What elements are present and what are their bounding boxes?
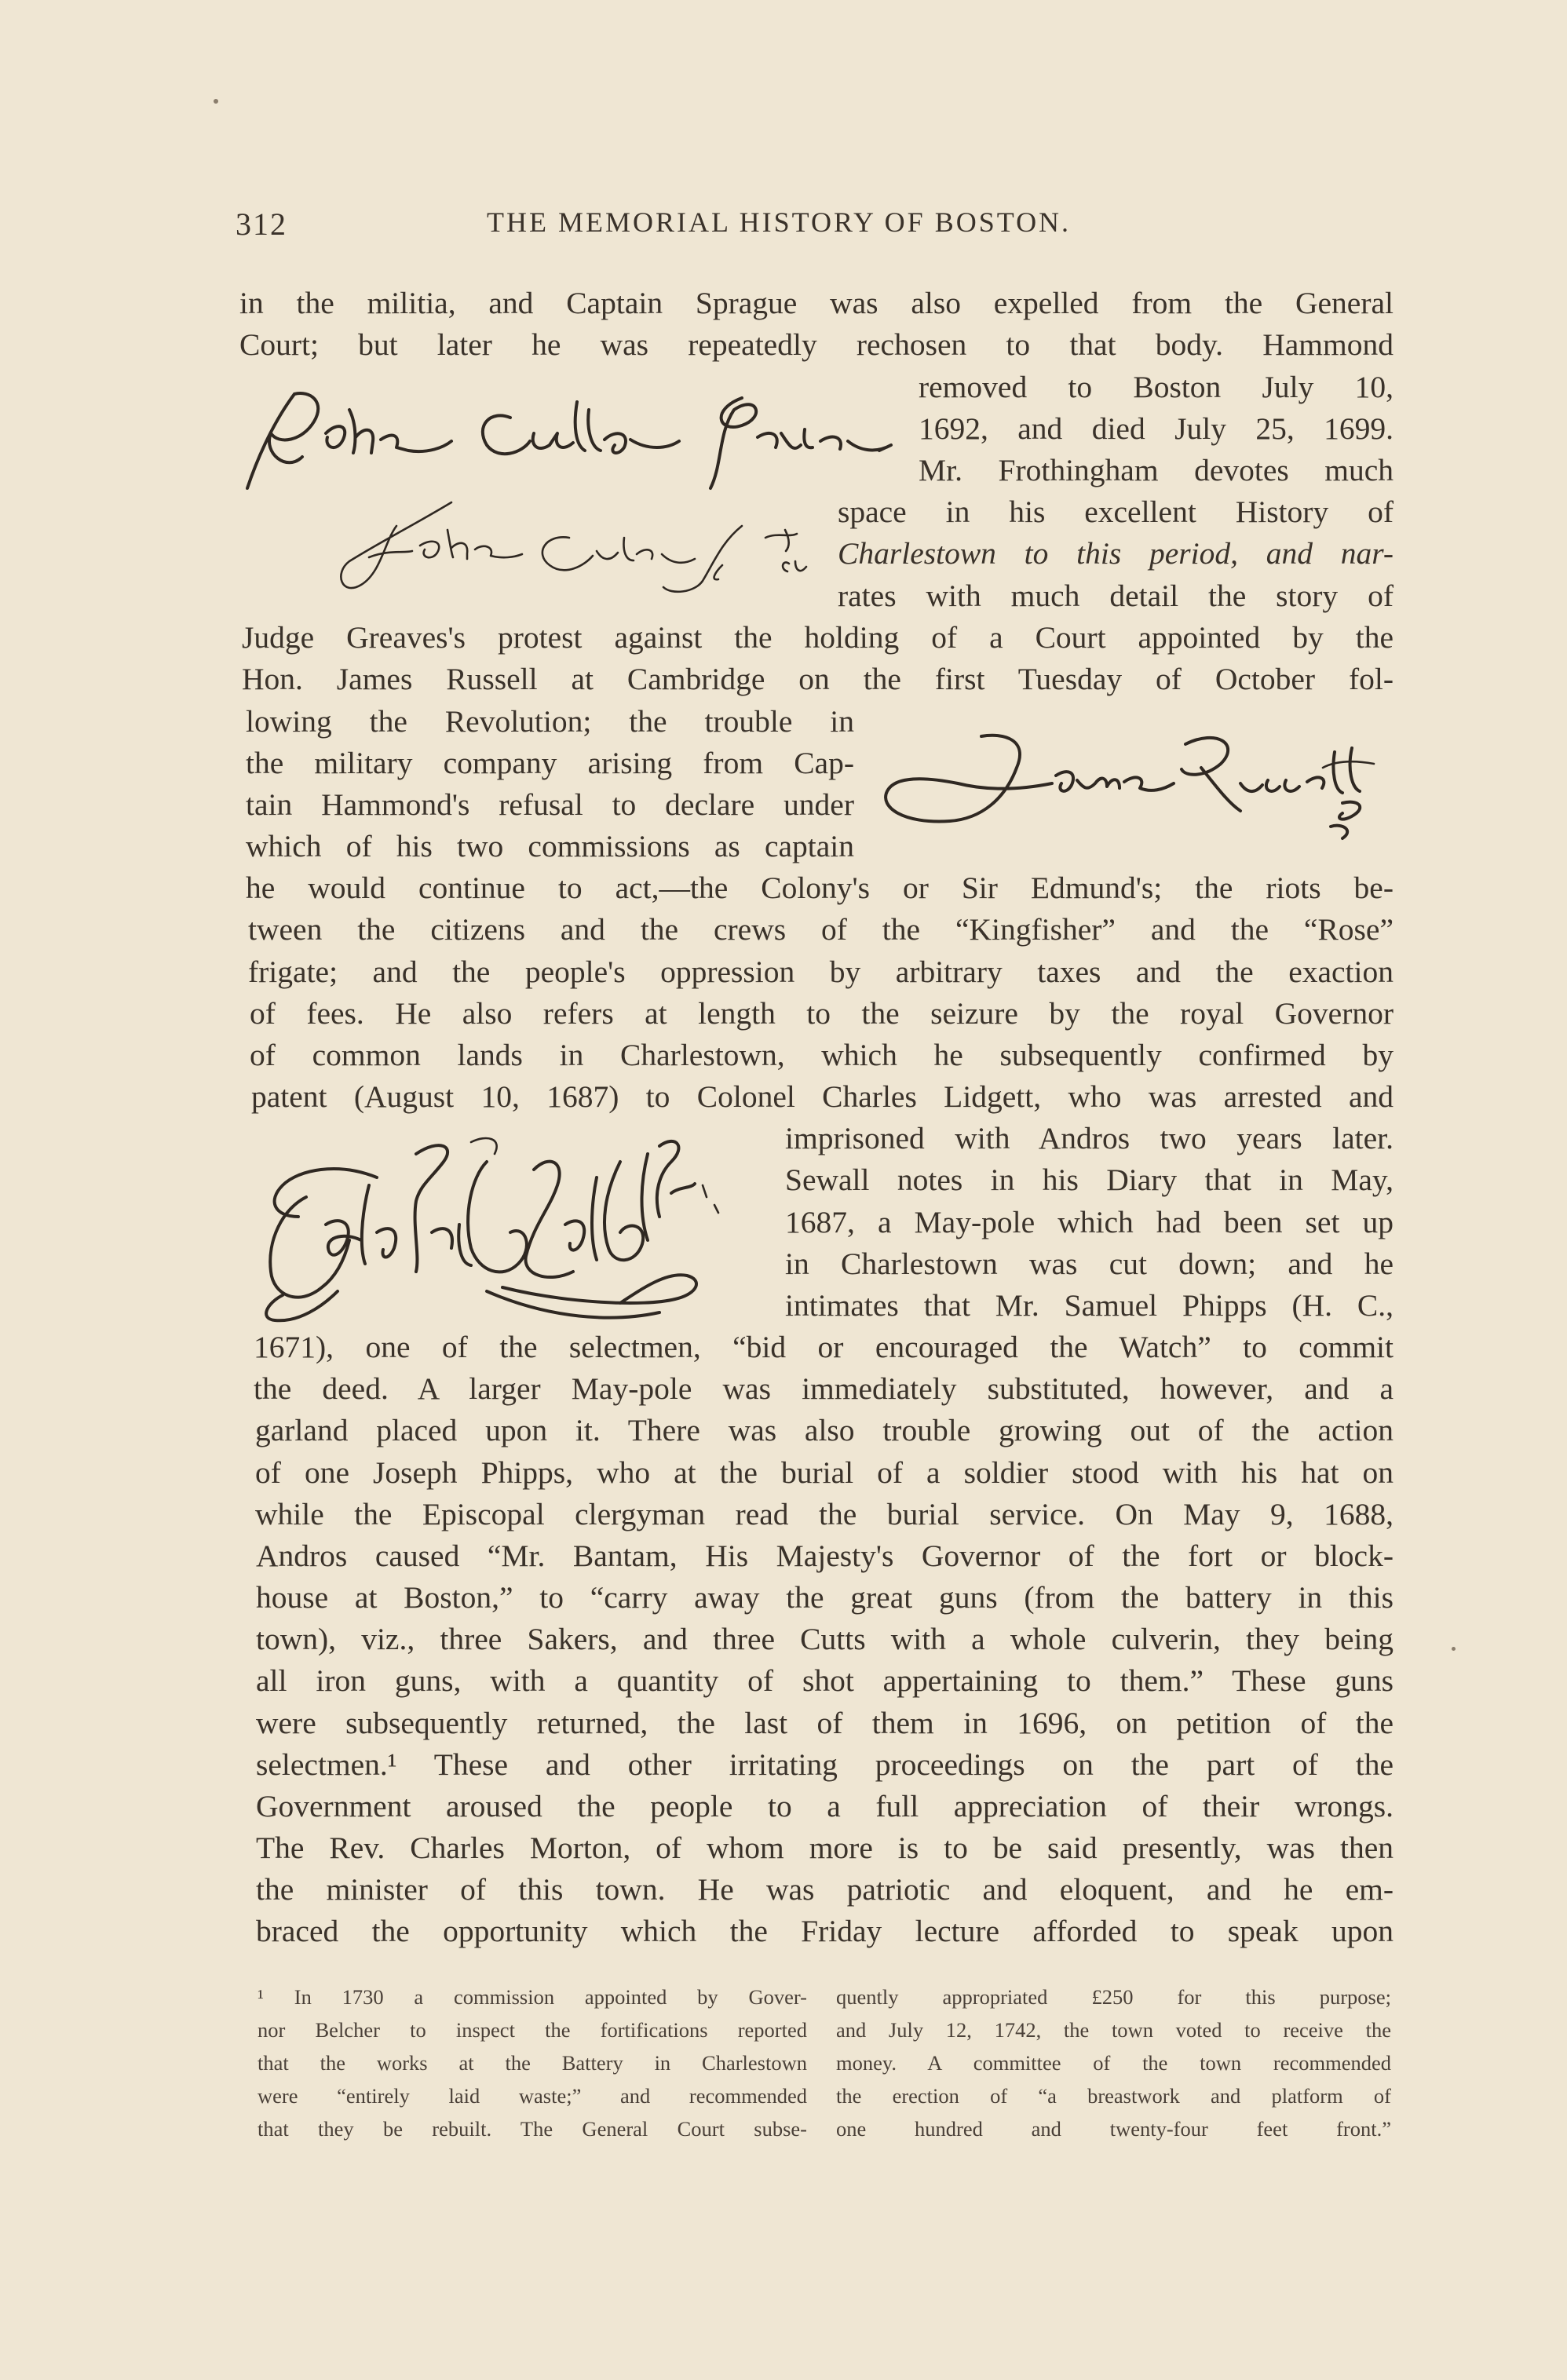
text-line: Charlestown to this period, and nar- [838,536,1393,571]
footnote-line: the erection of “a breastwork and platform of [836,2084,1391,2108]
text-line: intimates that Mr. Samuel Phipps (H. C., [785,1288,1393,1323]
text-line: 1692, and died July 25, 1699. [919,411,1393,446]
text-line: Andros caused “Mr. Bantam, His Majesty's Governor of the fort or block- [256,1539,1393,1573]
signature-john-cutler-senior [239,378,907,496]
footnote-line: nor Belcher to inspect the fortifications reported [258,2018,807,2042]
footnote-line: quently appropriated £250 for this purpose; [836,1985,1391,2009]
footnote-line: and July 12, 1742, the town voted to receive the [836,2018,1391,2042]
text-line: Court; but later he was repeatedly rechosen to that body. Hammond [239,327,1393,362]
page-number: 312 [236,206,287,242]
page-header [236,206,1397,253]
text-line: Government aroused the people to a full appreciation of their wrongs. [256,1789,1393,1823]
text-line: selectmen.¹ These and other irritating proceedings on the part of the [256,1747,1393,1782]
signature-charles-lidgett [251,1130,769,1323]
text-line: Sewall notes in his Diary that in May, [785,1163,1393,1197]
text-line: all iron guns, with a quantity of shot appertaining to them.” These guns [256,1663,1393,1698]
text-line: tween the citizens and the crews of the “Kingfisher” and the “Rose” [248,912,1393,947]
footnote-line: that the works at the Battery in Charlestown [258,2051,807,2075]
footnote-line: that they be rebuilt. The General Court subse- [258,2117,807,2141]
text-line: house at Boston,” to “carry away the great guns (from the battery in this [256,1580,1393,1615]
text-line: 1687, a May-pole which had been set up [785,1205,1393,1239]
text-line: The Rev. Charles Morton, of whom more is to be said presently, was then [256,1831,1393,1865]
text-line: space in his excellent History of [838,495,1393,529]
signature-james-russell [871,721,1382,854]
footnote-line: ¹ In 1730 a commission appointed by Gover- [258,1985,807,2009]
text-line: frigate; and the people's oppression by arbitrary taxes and the exaction [248,955,1393,989]
ink-speck [1452,1647,1456,1651]
footnote-line: were “entirely laid waste;” and recommended [258,2084,807,2108]
text-line: 1671), one of the selectmen, “bid or encouraged the Watch” to commit [254,1330,1393,1364]
text-line: braced the opportunity which the Friday lecture afforded to speak upon [256,1914,1393,1948]
text-line: patent (August 10, 1687) to Colonel Charles Lidgett, who was arrested and [251,1079,1393,1114]
footnote-line: one hundred and twenty-four feet front.” [836,2117,1391,2141]
text-line: Mr. Frothingham devotes much [919,453,1393,487]
text-line: Hon. James Russell at Cambridge on the first Tuesday of October fol- [242,662,1393,696]
text-line: in Charlestown was cut down; and he [785,1247,1393,1281]
text-line: of common lands in Charlestown, which he subsequently confirmed by [250,1038,1393,1072]
text-line: Judge Greaves's protest against the holding of a Court appointed by the [242,620,1393,655]
text-line: the military company arising from Cap- [246,746,854,780]
ink-speck [214,99,218,104]
text-line: while the Episcopal clergyman read the burial service. On May 9, 1688, [255,1497,1393,1531]
text-line: in the militia, and Captain Sprague was also expelled from the General [239,286,1393,320]
text-line: which of his two commissions as captain [246,829,854,863]
running-head: THE MEMORIAL HISTORY OF BOSTON. [487,206,1072,238]
text-line: rates with much detail the story of [838,579,1393,613]
text-line: the deed. A larger May-pole was immediately substituted, however, and a [254,1371,1393,1406]
text-line: removed to Boston July 10, [919,370,1393,404]
signature-john-cutler-junior [326,495,828,600]
footnote-line: money. A committee of the town recommended [836,2051,1391,2075]
text-line: were subsequently returned, the last of them in 1696, on petition of the [256,1706,1393,1740]
text-line: of one Joseph Phipps, who at the burial of a soldier stood with his hat on [255,1455,1393,1490]
text-line: lowing the Revolution; the trouble in [246,704,854,739]
text-line: of fees. He also refers at length to the seizure by the royal Governor [250,996,1393,1031]
text-line: garland placed upon it. There was also trouble growing out of the action [255,1413,1393,1447]
text-line: tain Hammond's refusal to declare under [246,787,854,822]
text-line: imprisoned with Andros two years later. [785,1121,1393,1155]
text-line: the minister of this town. He was patriotic and eloquent, and he em- [256,1872,1393,1907]
text-line: town), viz., three Sakers, and three Cutts with a whole culverin, they being [256,1622,1393,1656]
text-line: he would continue to act,—the Colony's or Sir Edmund's; the riots be- [246,871,1393,905]
